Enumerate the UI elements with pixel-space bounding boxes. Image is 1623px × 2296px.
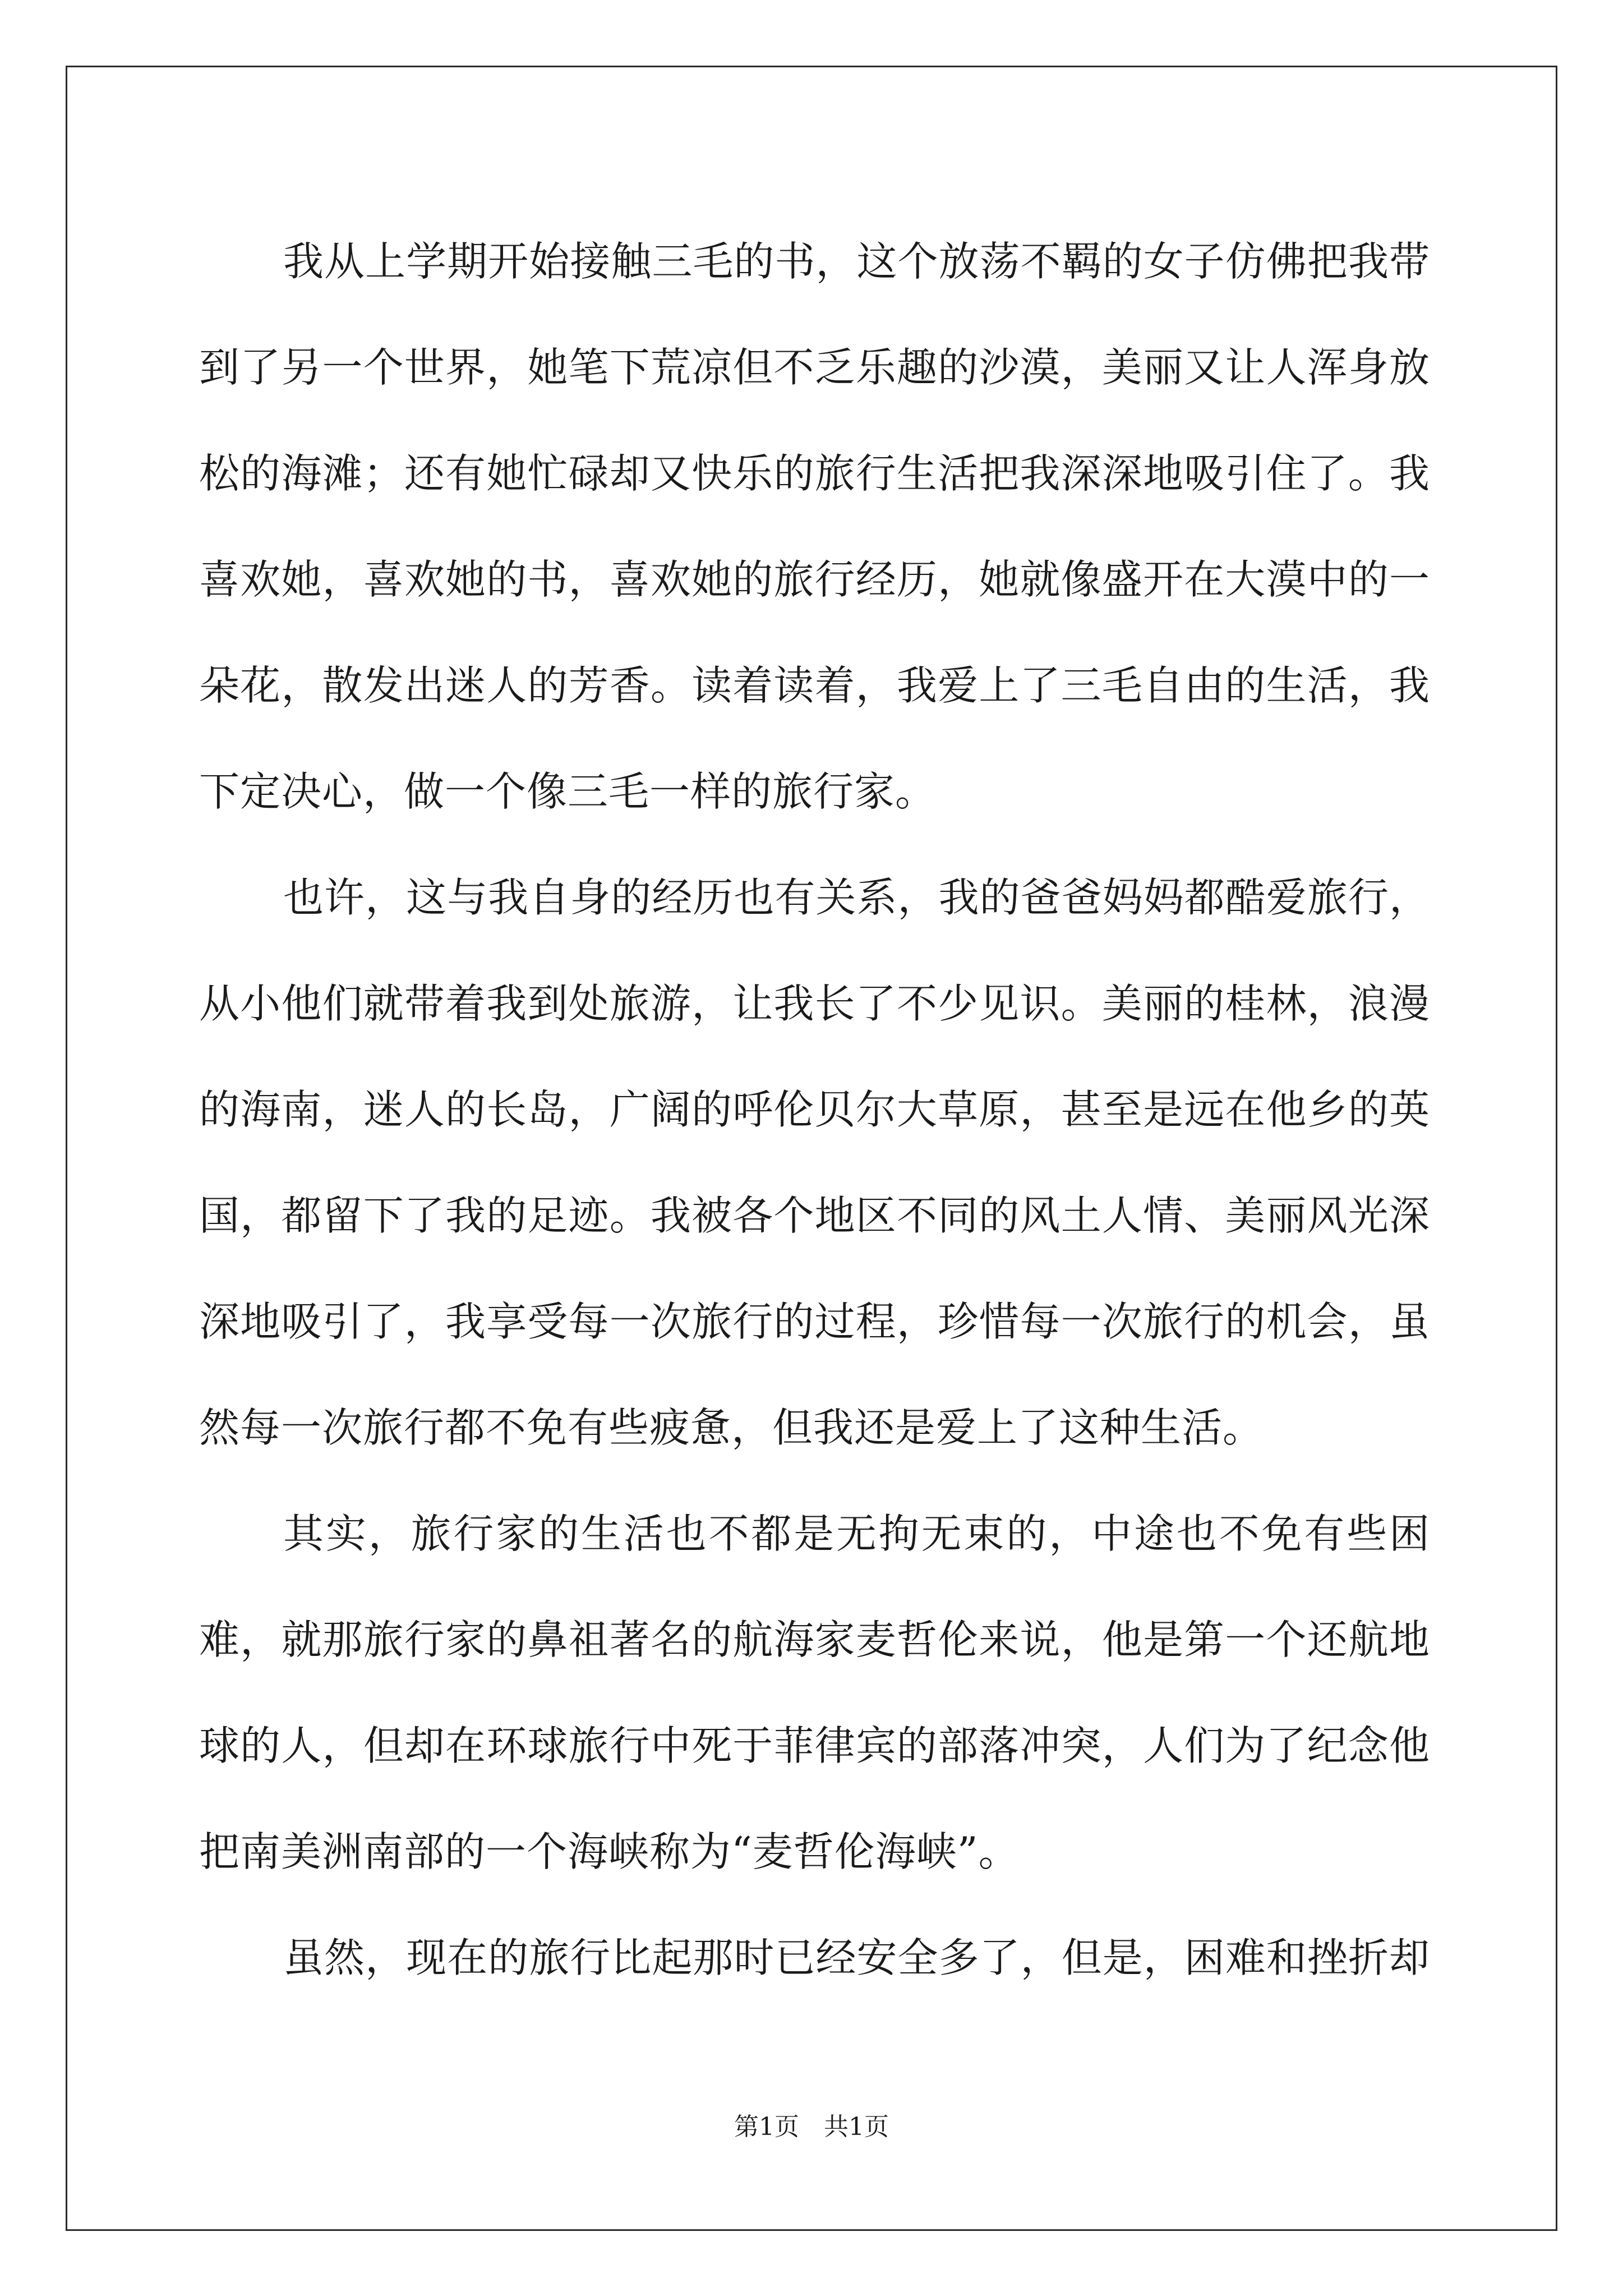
- paragraph-4: 虽然，现在的旅行比起那时已经安全多了，但是，困难和挫折却: [283, 1934, 1430, 1981]
- paragraph-1: 我从上学期开始接触三毛的书，这个放荡不羁的女子仿佛把我带到了另一个世界，她笔下荒凉但不乏乐趣的沙漠，美丽又让人浑身放松的海滩；还有她忙碌却又快乐的旅行生活把我深深地吸引住了。我喜欢她，喜欢她的书，喜欢她的旅行经历，她就像盛开在大漠中的一朵花，散发出迷人的芳香。读着读着，我爱上了三毛自由的生活，我下定决心，做一个像三毛一样的旅行家。: [199, 238, 1430, 815]
- page-number-footer: 第1页 共1页: [734, 2113, 889, 2141]
- paragraph-2: 也许，这与我自身的经历也有关系，我的爸爸妈妈都酷爱旅行，从小他们就带着我到处旅游，让我长了不少见识。美丽的桂林，浪漫的海南，迷人的长岛，广阔的呼伦贝尔大草原，甚至是远在他乡的英国，都留下了我的足迹。我被各个地区不同的风土人情、美丽风光深深地吸引了，我享受每一次旅行的过程，珍惜每一次旅行的机会，虽然每一次旅行都不免有些疲惫，但我还是爱上了这种生活。: [199, 874, 1430, 1451]
- paragraph-3: 其实，旅行家的生活也不都是无拘无束的，中途也不免有些困难，就那旅行家的鼻祖著名的航海家麦哲伦来说，他是第一个还航地球的人，但却在环球旅行中死于菲律宾的部落冲突，人们为了纪念他把南美洲南部的一个海峡称为“麦哲伦海峡”。: [199, 1510, 1430, 1875]
- document-body: [199, 209, 1430, 2011]
